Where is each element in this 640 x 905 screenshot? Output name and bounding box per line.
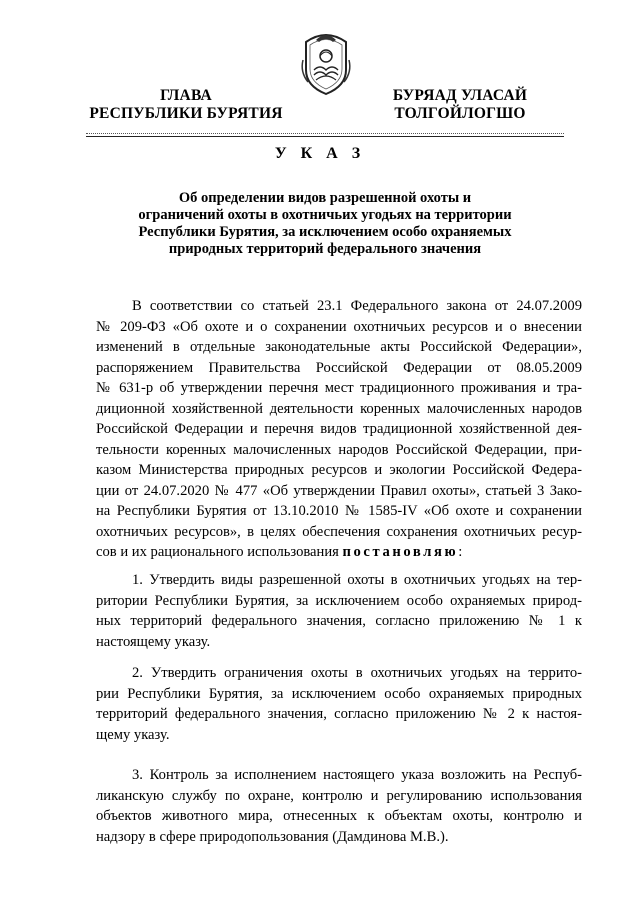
title-line: ограничений охоты в охотничьих угодьях на территории xyxy=(138,207,512,223)
issuer-buryat-line2: ТОЛГОЙЛОГШО xyxy=(394,105,526,122)
issuer-russian xyxy=(86,87,286,123)
header-divider-dotted xyxy=(86,133,564,134)
header-divider xyxy=(86,136,564,137)
item-line: ликанскую службу по охране, контролю и регулированию использования xyxy=(96,787,582,804)
item-line: 2. Утвердить ограничения охоты в охотничьих угодьях на террито- xyxy=(132,665,582,681)
preamble-line: В соответствии со статьей 23.1 Федерального закона от 24.07.2009 xyxy=(132,298,582,314)
preamble-line: Российской Федерации и перечня видов традиционной хозяйственной дея- xyxy=(96,421,582,437)
document-type: У К А З xyxy=(274,145,366,162)
item-line: 1. Утвердить виды разрешенной охоты в охотничьих угодьях на тер- xyxy=(132,572,582,588)
decree-item-3 xyxy=(96,765,582,847)
preamble-last-line xyxy=(96,542,582,563)
preamble-line: изменений в отдельные законодательные акты Российской Федерации», xyxy=(96,339,582,355)
item-line: 3. Контроль за исполнением настоящего указа возложить на Респуб- xyxy=(132,767,582,783)
decree-item-1 xyxy=(96,570,582,652)
item-line: настоящему указу. xyxy=(96,633,211,650)
preamble-line: тельности коренных малочисленных народов Российской Федерации, при- xyxy=(96,441,582,458)
preamble-line: на Республики Бурятия от 13.10.2010 № 1585-IV «Об охоте и сохранении xyxy=(96,503,582,519)
preamble-line-text: сов и их рационального использования xyxy=(96,544,343,560)
coat-of-arms-icon xyxy=(298,26,354,96)
item-line: надзору в сфере природопользования (Дамдинова М.В.). xyxy=(96,828,449,845)
preamble-line: охотничьих ресурсов», в целях обеспечения сохранения охотничьих ресур- xyxy=(96,523,582,540)
preamble-line: № 631-р об утверждении перечня мест традиционного проживания и тра- xyxy=(96,380,582,396)
preamble-line: ции от 24.07.2020 № 477 «Об утверждении Правил охоты», статьей 3 Зако- xyxy=(96,482,582,499)
issuer-republic: РЕСПУБЛИКИ БУРЯТИЯ xyxy=(89,105,283,122)
title-line: Республики Бурятия, за исключением особо охраняемых xyxy=(138,224,512,240)
item-line: рии Республики Бурятия, за исключением особо охраняемых природных xyxy=(96,685,582,702)
decree-word: постановляю xyxy=(342,544,459,560)
title-line: Об определении видов разрешенной охоты и xyxy=(178,190,472,206)
preamble-paragraph xyxy=(96,296,582,563)
item-line: объектов животного мира, отнесенных к объектам охоты, контролю и xyxy=(96,808,582,824)
item-line: ритории Республики Бурятия, за исключением особо охраняемых природ- xyxy=(96,592,582,609)
issuer-title: ГЛАВА xyxy=(160,87,212,104)
decree-item-2 xyxy=(96,663,582,745)
item-line: щему указу. xyxy=(96,726,170,743)
issuer-buryat-line1: БУРЯАД УЛАСАЙ xyxy=(392,87,528,104)
decree-colon: : xyxy=(458,544,463,560)
item-line: ных территорий федерального значения, согласно приложению № 1 к xyxy=(96,613,582,629)
preamble-line: распоряжением Правительства Российской Федерации от 08.05.2009 xyxy=(96,359,582,376)
issuer-buryat xyxy=(372,87,548,123)
title-line: природных территорий федерального значения xyxy=(168,241,482,257)
preamble-line: казом Министерства природных ресурсов и экологии Российской Федера- xyxy=(96,462,582,478)
item-line: территорий федерального значения, согласно приложению № 2 к настоя- xyxy=(96,706,582,722)
preamble-line: № 209-ФЗ «Об охоте и о сохранении охотничьих ресурсов и о внесении xyxy=(96,318,582,335)
document-title xyxy=(110,190,540,258)
preamble-line: диционной хозяйственной деятельности коренных малочисленных народов xyxy=(96,400,582,417)
